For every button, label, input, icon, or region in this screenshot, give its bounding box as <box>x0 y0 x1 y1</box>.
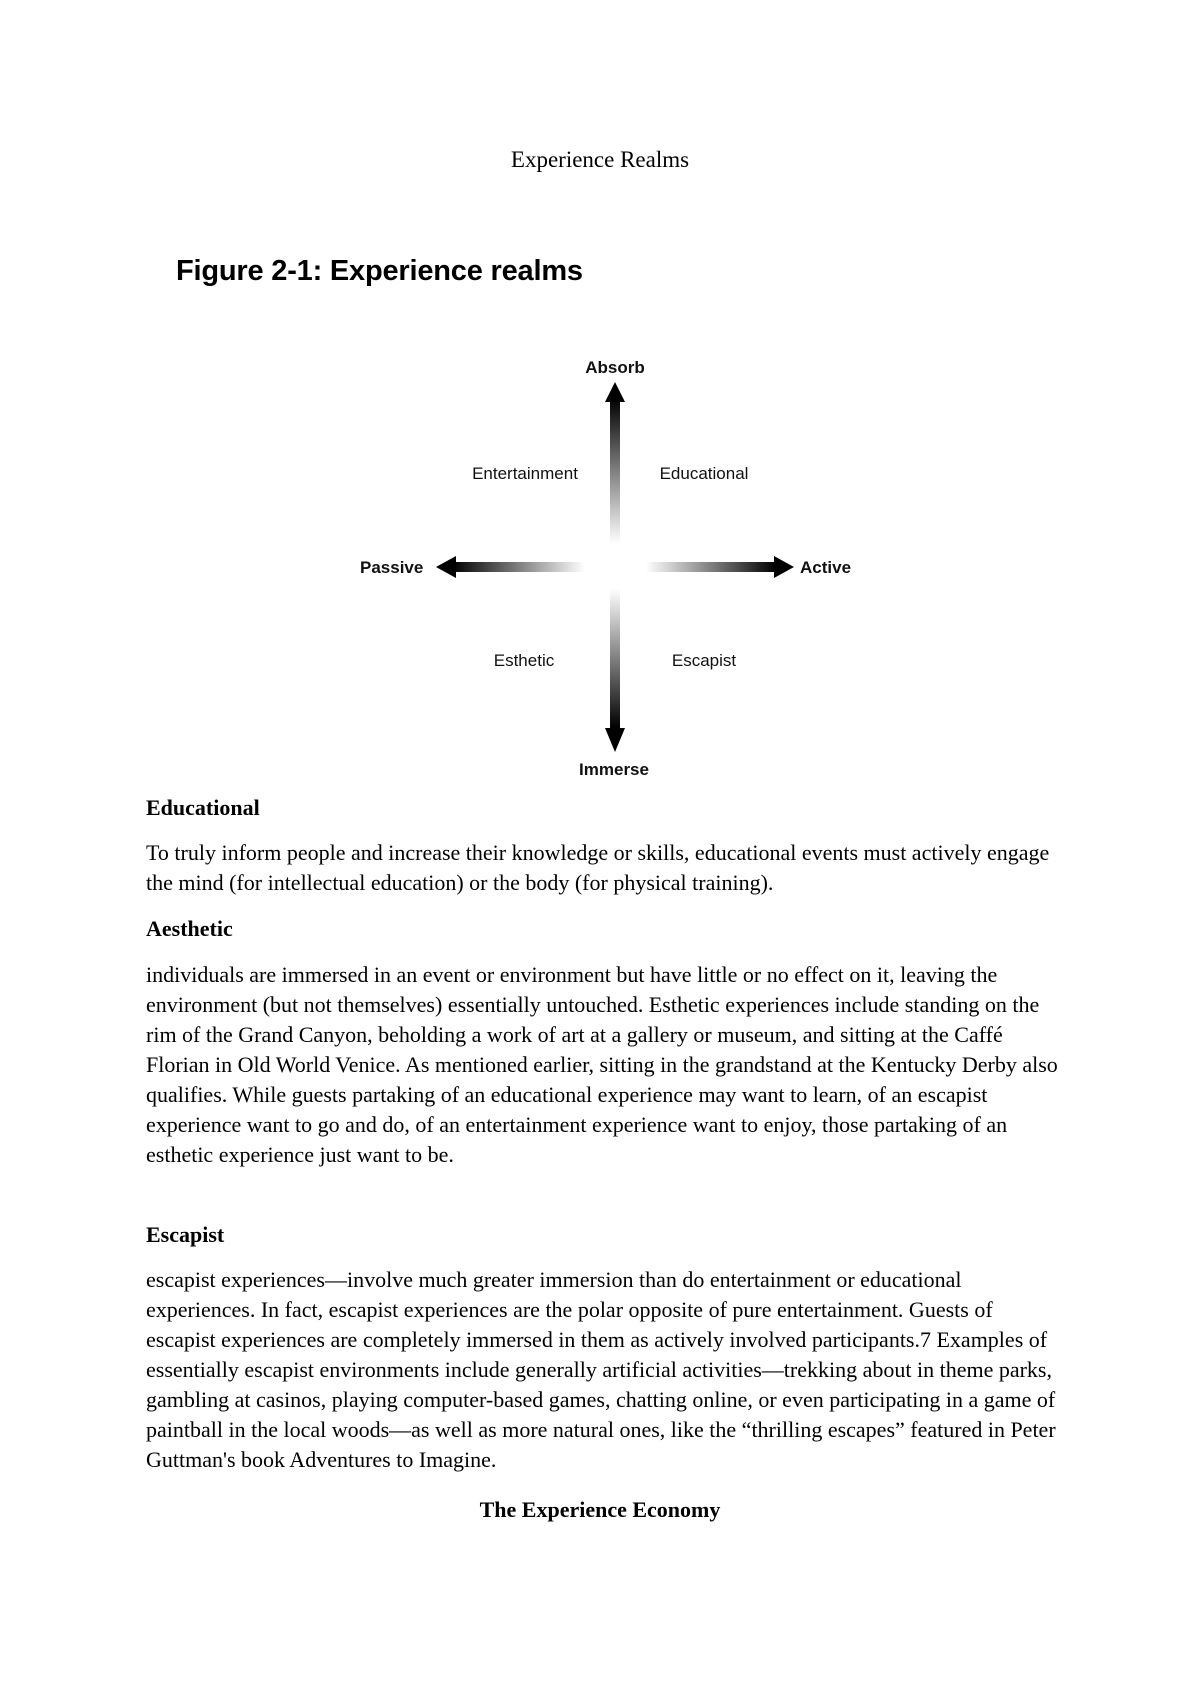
section-heading-aesthetic: Aesthetic <box>146 916 233 941</box>
section-body-educational <box>146 838 1066 898</box>
footer-title: The Experience Economy <box>479 1497 721 1522</box>
arrow-down-icon <box>605 589 625 752</box>
paragraph: To truly inform people and increase their knowledge or skills, educational events must actively engage the mind (for intellectual education) or the body (for physical training). <box>146 840 1050 895</box>
arrow-left-icon <box>436 556 585 578</box>
page-heading: Experience Realms <box>510 147 690 172</box>
quadrant-label-esthetic: Esthetic <box>493 651 555 670</box>
arrow-right-icon <box>646 556 794 578</box>
axis-label-immerse: Immerse <box>579 760 649 779</box>
axis-label-absorb: Absorb <box>585 358 645 377</box>
axis-label-passive: Passive <box>360 558 424 577</box>
quadrant-label-educational: Educational <box>659 464 749 483</box>
section-heading-escapist: Escapist <box>146 1222 225 1247</box>
quadrant-label-escapist: Escapist <box>671 651 737 670</box>
paragraph: individuals are immersed in an event or environment but have little or no effect on it, leaving the environment (but not themselves) essentially untouched. Esthetic experiences include standing on the rim of the Grand Canyon, beholding a work of art at a gallery or museum, and sitting at the Caffé Florian in Old World Venice. As mentioned earlier, sitting in the grandstand at the Kentucky Derby also qualifies. While guests partaking of an educational experience may want to learn, of an escapist experience want to go and do, of an entertainment experience want to enjoy, those partaking of an esthetic experience just want to be. <box>146 962 1058 1167</box>
section-heading-educational: Educational <box>146 795 260 820</box>
paragraph: escapist experiences—involve much greater immersion than do entertainment or educational experiences. In fact, escapist experiences are the polar opposite of pure entertainment. Guests of escapist experiences are completely immersed in them as actively involved participants.7 Examples of essentially escapist environments include generally artificial activities—trekking about in theme parks, gambling at casinos, playing computer-based games, chatting online, or even participating in a game of paintball in the local woods—as well as more natural ones, like the “thrilling escapes” featured in Peter Guttman's book Adventures to Imagine. <box>146 1267 1056 1472</box>
axis-label-active: Active <box>800 558 852 577</box>
figure-title: Figure 2-1: Experience realms <box>176 255 583 287</box>
section-body-aesthetic <box>146 960 1066 1170</box>
quadrant-label-entertainment: Entertainment <box>472 464 578 483</box>
arrow-up-icon <box>605 382 625 544</box>
section-body-escapist <box>146 1265 1066 1475</box>
